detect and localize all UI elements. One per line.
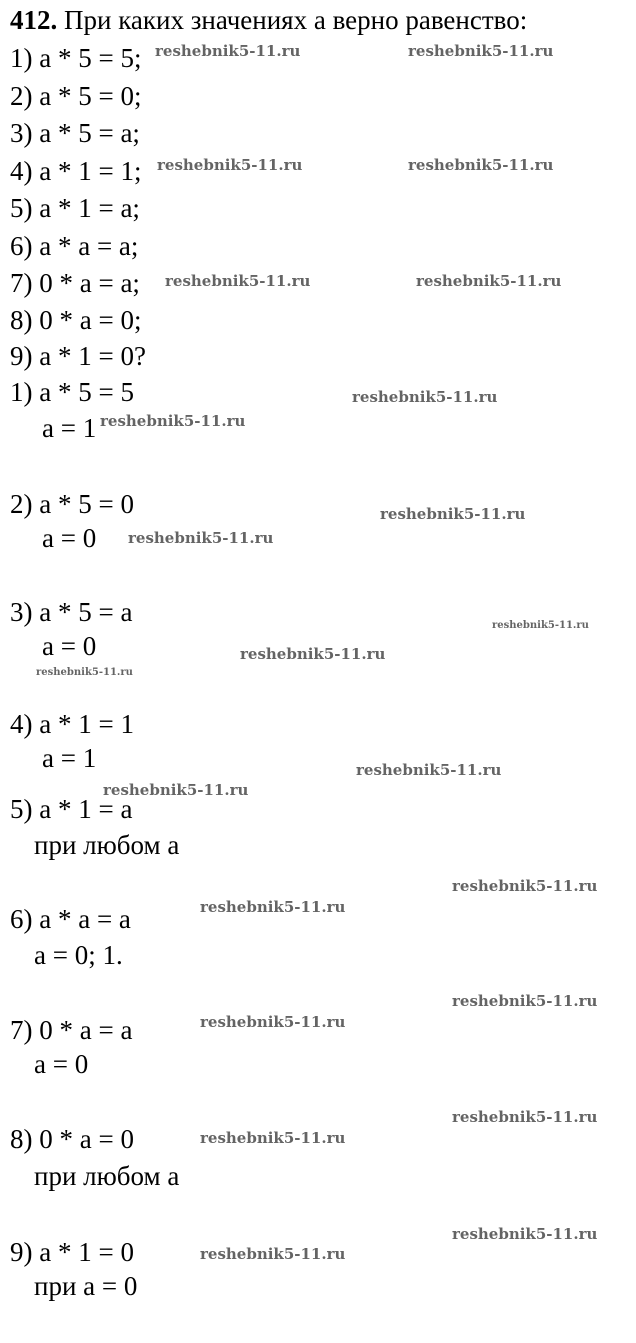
watermark: reshebnik5-11.ru [200,1013,346,1031]
watermark: reshebnik5-11.ru [200,1245,346,1263]
task-number: 412. [10,5,58,35]
solution-equation: 6) a * a = a [10,904,131,934]
watermark: reshebnik5-11.ru [155,42,301,60]
solution-answer: при а = 0 [34,1271,138,1301]
task-item: 5) a * 1 = a; [10,193,140,223]
watermark: reshebnik5-11.ru [165,272,311,290]
task-item: 8) 0 * a = 0; [10,305,142,335]
task-item: 4) a * 1 = 1; [10,156,142,186]
solution-equation: 8) 0 * a = 0 [10,1124,134,1154]
solution-equation: 1) a * 5 = 5 [10,377,134,407]
solution-answer: a = 1 [42,413,97,443]
solution-answer: при любом а [34,830,180,860]
solution-equation: 7) 0 * a = a [10,1015,133,1045]
solution-answer: a = 1 [42,743,97,773]
watermark: reshebnik5-11.ru [128,529,274,547]
watermark: reshebnik5-11.ru [100,412,246,430]
task-header [10,4,527,36]
task-item: 7) 0 * a = a; [10,268,140,298]
solution-equation: 2) a * 5 = 0 [10,489,134,519]
solution-equation: 9) a * 1 = 0 [10,1237,134,1267]
watermark: reshebnik5-11.ru [452,992,598,1010]
solution-answer: a = 0 [42,631,97,661]
task-item: 6) a * a = a; [10,231,139,261]
watermark: reshebnik5-11.ru [36,667,133,678]
watermark: reshebnik5-11.ru [103,781,249,799]
solution-equation: 3) a * 5 = a [10,597,133,627]
watermark: reshebnik5-11.ru [408,42,554,60]
solution-answer: a = 0 [42,523,97,553]
watermark: reshebnik5-11.ru [200,898,346,916]
watermark: reshebnik5-11.ru [408,156,554,174]
watermark: reshebnik5-11.ru [380,505,526,523]
watermark: reshebnik5-11.ru [240,645,386,663]
watermark: reshebnik5-11.ru [452,877,598,895]
task-item: 9) a * 1 = 0? [10,341,146,371]
solution-answer: a = 0; 1. [34,940,123,970]
solution-answer: при любом а [34,1161,180,1191]
watermark: reshebnik5-11.ru [416,272,562,290]
watermark: reshebnik5-11.ru [356,761,502,779]
solution-equation: 4) a * 1 = 1 [10,709,134,739]
task-item: 2) a * 5 = 0; [10,81,142,111]
task-item: 3) a * 5 = a; [10,118,140,148]
solution-answer: a = 0 [34,1049,89,1079]
watermark: reshebnik5-11.ru [492,620,589,631]
watermark: reshebnik5-11.ru [157,156,303,174]
watermark: reshebnik5-11.ru [200,1129,346,1147]
watermark: reshebnik5-11.ru [352,388,498,406]
watermark: reshebnik5-11.ru [452,1108,598,1126]
watermark: reshebnik5-11.ru [452,1225,598,1243]
task-question: При каких значениях а верно равенство: [64,5,528,35]
task-item: 1) a * 5 = 5; [10,43,142,73]
solution-equation: 5) a * 1 = a [10,794,133,824]
